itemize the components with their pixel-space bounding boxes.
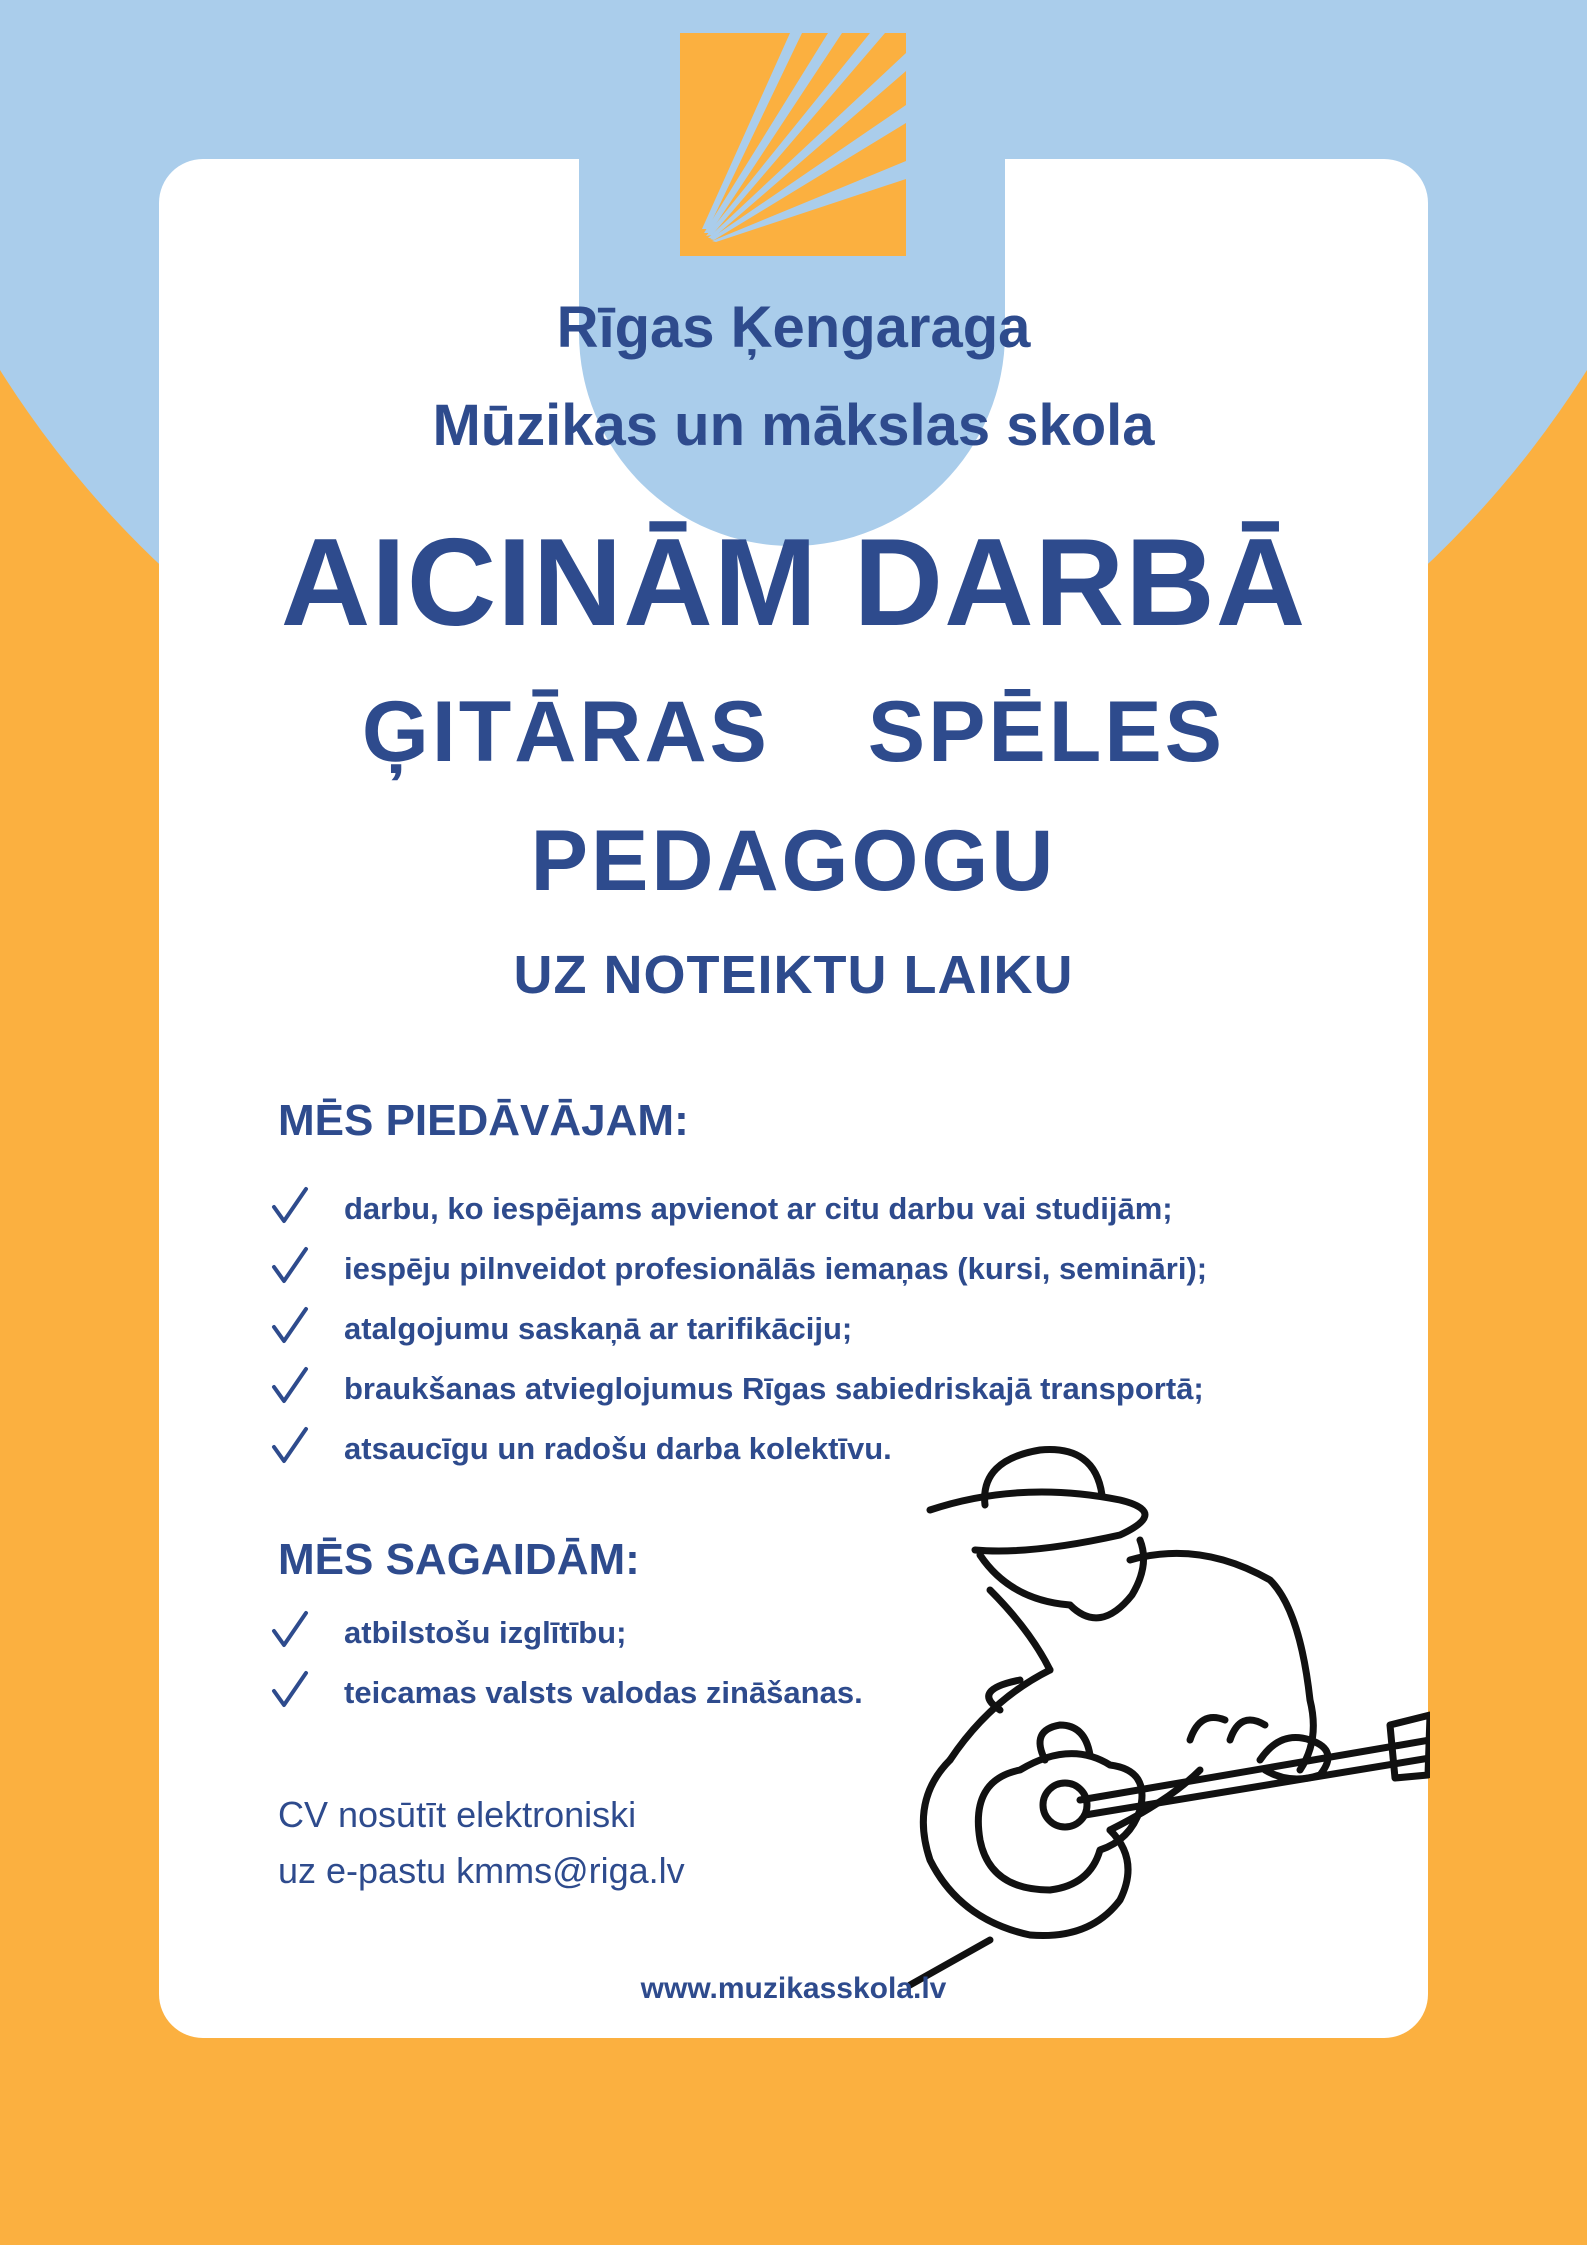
position-title-line1: ĢITĀRAS SPĒLES [361,684,1226,780]
checkmark-icon [270,1243,310,1287]
school-logo [680,33,906,256]
contact-email[interactable]: uz e-pastu kmms@riga.lv [278,1850,685,1891]
position-term: UZ NOTEIKTU LAIKU [513,945,1074,1005]
list-item [270,1239,1207,1299]
list-item-text: atalgojumu saskaņā ar tarifikāciju; [344,1311,853,1346]
guitarist-illustration [870,1440,1430,2000]
list-item-text: teicamas valsts valodas zināšanas. [344,1675,863,1710]
expect-section-title: MĒS SAGAIDĀM: [278,1535,640,1584]
school-name-line1: Rīgas Ķengaraga [556,295,1031,360]
position-title-line2: PEDAGOGU [530,813,1057,909]
checkmark-icon [270,1423,310,1467]
list-item [270,1359,1207,1419]
school-name-line2: Mūzikas un mākslas skola [432,393,1155,458]
expect-list [270,1603,863,1723]
list-item-text: darbu, ko iespējams apvienot ar citu darbu vai studijām; [344,1191,1173,1226]
checkmark-icon [270,1183,310,1227]
contact-info [278,1787,685,1899]
website-link[interactable]: www.muzikasskola.lv [640,1972,947,2005]
headline: AICINĀM DARBĀ [280,514,1307,652]
contact-line1: CV nosūtīt elektroniski [278,1794,637,1835]
offer-list [270,1179,1207,1479]
checkmark-icon [270,1607,310,1651]
list-item [270,1663,863,1723]
checkmark-icon [270,1667,310,1711]
list-item [270,1603,863,1663]
list-item-text: braukšanas atvieglojumus Rīgas sabiedriskajā transportā; [344,1371,1204,1406]
list-item [270,1179,1207,1239]
checkmark-icon [270,1363,310,1407]
list-item-text: iespēju pilnveidot profesionālās iemaņas (kursi, semināri); [344,1251,1208,1286]
checkmark-icon [270,1303,310,1347]
list-item-text: atbilstošu izglītību; [344,1615,627,1650]
list-item [270,1299,1207,1359]
list-item-text: atsaucīgu un radošu darba kolektīvu. [344,1431,892,1466]
offer-section-title: MĒS PIEDĀVĀJAM: [278,1096,689,1145]
